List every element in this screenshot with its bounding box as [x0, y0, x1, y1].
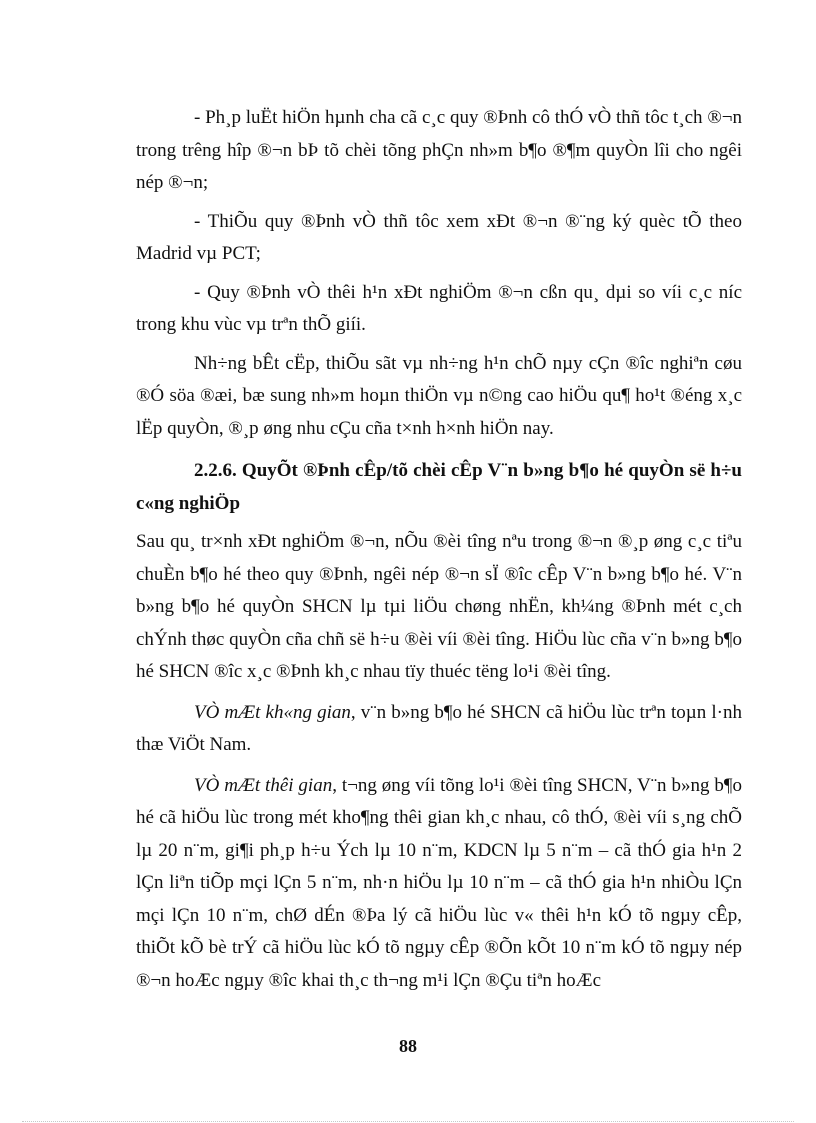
paragraph-grant-decision: Sau qu¸ tr×nh xÐt nghiÖm ®¬n, nÕu ®èi tîng nªu trong ®¬n ®¸p øng c¸c tiªu chuÈn b¶o hé theo quy ®Þnh, ngêi nép ®¬n sÏ ®îc cÊp V¨n b»ng b¶o hé. V¨n b»ng b¶o hé quyÒn SHCN lµ tµi liÖu chøng nhËn, kh¼ng ®Þnh mét c¸ch chÝnh thøc quyÒn cña chñ së h÷u ®èi víi ®èi tîng. HiÖu lùc cña v¨n b»ng b¶o hé SHCN ®îc x¸c ®Þnh kh¸c nhau tïy thuéc tëng lo¹i ®èi tîng. [136, 531, 742, 682]
paragraph-time-validity [136, 770, 742, 998]
paragraph-examination-time: - Quy ®Þnh vÒ thêi h¹n xÐt nghiÖm ®¬n cßn qu¸ dµi so víi c¸c níc trong khu vùc vµ trªn thÕ giíi. [136, 281, 742, 335]
time-label: VÒ mÆt thêi gian [194, 774, 333, 796]
time-text: , t¬ng øng víi tõng lo¹i ®èi tîng SHCN, V¨n b»ng b¶o hé cã hiÖu lùc trong mét kho¶ng thêi gian kh¸c nhau, cô thÓ, ®èi víi s¸ng chÕ lµ 20 n¨m, gi¶i ph¸p h÷u Ých lµ 10 n¨m, KDCN lµ 5 n¨m – cã thÓ gia h¹n 2 lÇn liªn tiÕp mçi lÇn 5 n¨m, nh·n hiÖu lµ 10 n¨m – cã thÓ gia h¹n nhiÒu lÇn mçi lÇn 10 n¨m, chØ dÉn ®Þa lý cã hiÖu lùc v« thêi h¹n kÓ tõ ngµy cÊp, thiÕt kÕ bè trÝ cã hiÖu lùc kÓ tõ ngµy cÊp ®Õn kÕt 10 n¨m kÓ tõ ngµy nép ®¬n hoÆc ngµy ®îc khai th¸c th¬ng m¹i lÇn ®Çu tiªn hoÆc [136, 774, 742, 991]
page-number: 88 [399, 1036, 417, 1056]
space-label: VÒ mÆt kh«ng gian [194, 701, 351, 723]
paragraph-madrid-pct: - ThiÕu quy ®Þnh vÒ thñ tôc xem xÐt ®¬n ®¨ng ký quèc tÕ theo Madrid vµ PCT; [136, 210, 742, 264]
footer-divider [22, 1121, 794, 1122]
paragraph-space-validity [136, 697, 742, 762]
section-heading: 2.2.6. QuyÕt ®Þnh cÊp/tõ chèi cÊp V¨n b»ng b¶o hé quyÒn së h÷u c«ng nghiÖp [136, 460, 742, 514]
document-page [136, 102, 742, 997]
paragraph-limitations: Nh÷ng bÊt cËp, thiÕu sãt vµ nh÷ng h¹n chÕ nµy cÇn ®îc nghiªn cøu ®Ó söa ®æi, bæ sung nh»m hoµn thiÖn vµ n©ng cao hiÖu qu¶ ho¹t ®éng x¸c lËp quyÒn, ®¸p øng nhu cÇu cña t×nh h×nh hiÖn nay. [136, 352, 742, 439]
paragraph-procedure-split: - Ph¸p luËt hiÖn hµnh cha cã c¸c quy ®Þnh cô thÓ vÒ thñ tôc t¸ch ®¬n trong trêng hîp ®¬n bÞ tõ chèi tõng phÇn nh»m b¶o ®¶m quyÒn lîi cho ngêi nép ®¬n; [136, 107, 742, 193]
space-text: , v¨n b»ng b¶o hé SHCN cã hiÖu lùc trªn toµn l·nh thæ ViÖt Nam. [136, 701, 743, 755]
